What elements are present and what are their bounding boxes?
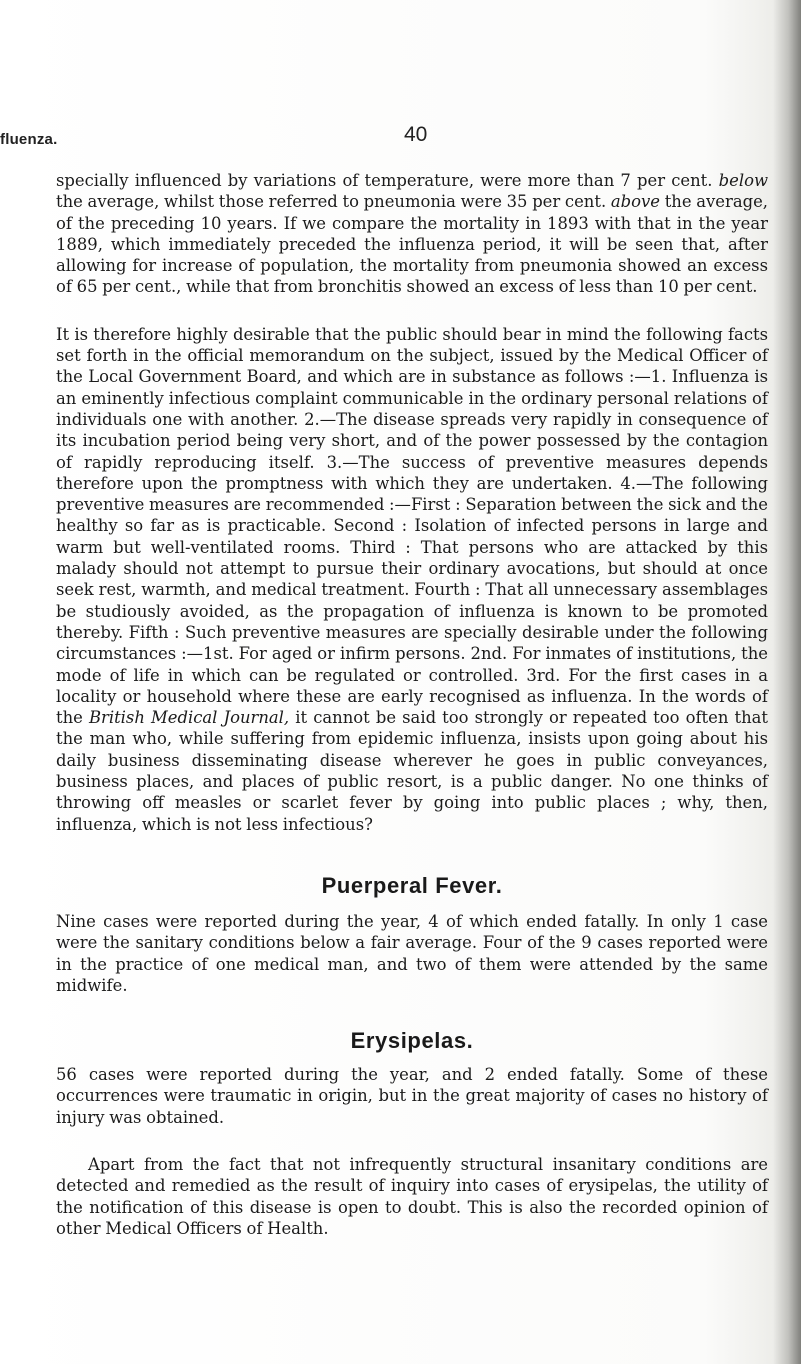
text-run: the average, of the preceding 10 years. If we compare the mortality in 1893 with that in the year 1889, which immediately preceded the influenza period, it will be seen that, after allowing for increase of population, the mortality from pneumonia showed an excess of 65 per cent., while that from bronchitis showed an excess of less than 10 per cent. xyxy=(56,192,768,297)
paragraph-puerperal-fever: Nine cases were reported during the year, 4 of which ended fatally. In only 1 case were the sanitary conditions below a fair average. Four of the 9 cases reported were in the practice of one medical man, and two of them were attended by the same midwife. xyxy=(56,911,768,995)
journal-title: British Medical Journal, xyxy=(88,708,290,728)
page-edge-shadow xyxy=(773,0,801,1364)
text-run: specially influenced by variations of temperature, were more than 7 per cent. xyxy=(56,171,713,190)
emphasis-below: below xyxy=(718,171,769,190)
emphasis-above: above xyxy=(610,192,660,212)
running-head xyxy=(0,123,801,155)
heading-puerperal-fever: Puerperal Fever. xyxy=(321,872,503,898)
heading-erysipelas: Erysipelas. xyxy=(350,1028,474,1054)
paragraph-erysipelas: 56 cases were reported during the year, and 2 ended fatally. Some of these occurrences were traumatic in origin, but in the great majority of cases no history of injury was obtained. xyxy=(56,1065,768,1127)
text-run: the average, whilst those referred to pneumonia were 35 per cent. xyxy=(56,192,607,212)
body-text xyxy=(56,170,768,1239)
text-run: it cannot be said too strongly or repeated too often that the man who, while suffering from epidemic influenza, insists upon going about his daily business disseminating disease wherever he goes in public conveyances, business places, and places of public resort, is a public danger. No one thinks of throwing off measles or scarlet fever by going into public places ; why, then, influenza, which is not less infectious? xyxy=(56,708,768,834)
paragraph-memorandum xyxy=(56,324,768,835)
running-head-title: fluenza. xyxy=(0,131,58,148)
paragraph-mortality xyxy=(56,170,768,298)
paragraph-notification: Apart from the fact that not infrequently structural insanitary conditions are detected and remedied as the result of inquiry into cases of erysipelas, the utility of the notification of this disease is open to doubt. This is also the recorded opinion of other Medical Officers of Health. xyxy=(56,1154,768,1238)
page-number: 40 xyxy=(404,123,428,146)
text-run: It is therefore highly desirable that the public should bear in mind the following facts set forth in the official memorandum on the subject, issued by the Medical Officer of the Local Government Board, and which are in substance as follows :—1. Influenza is an eminently infectious complaint communicable in the ordinary personal relations of individuals one with another. 2.—The disease spreads very rapidly in consequence of its incubation period being very short, and of the power possessed by the contagion of rapidly reproducing itself. 3.—The success of preventive measures depends therefore upon the promptness with which they are undertaken. 4.—The following preventive measures are recommended :—First : Separation between the sick and the healthy so far as is practicable. Second : Isolation of infected persons in large and warm but well-ventilated rooms. Third : That persons who are attacked by this malady should not attempt to pursue their ordinary avocations, but should at once seek rest, warmth, and medical treatment. Fourth : That all unnecessary assemblages be studiously avoided, as the propagation of influenza is known to be promoted thereby. Fifth : Such preventive measures are specially desirable under the following circumstances :—1st. For aged or infirm persons. 2nd. For inmates of institutions, the mode of life in which can be regulated or controlled. 3rd. For the first cases in a locality or household where these are early recognised as influenza. In the words of the xyxy=(56,324,768,728)
